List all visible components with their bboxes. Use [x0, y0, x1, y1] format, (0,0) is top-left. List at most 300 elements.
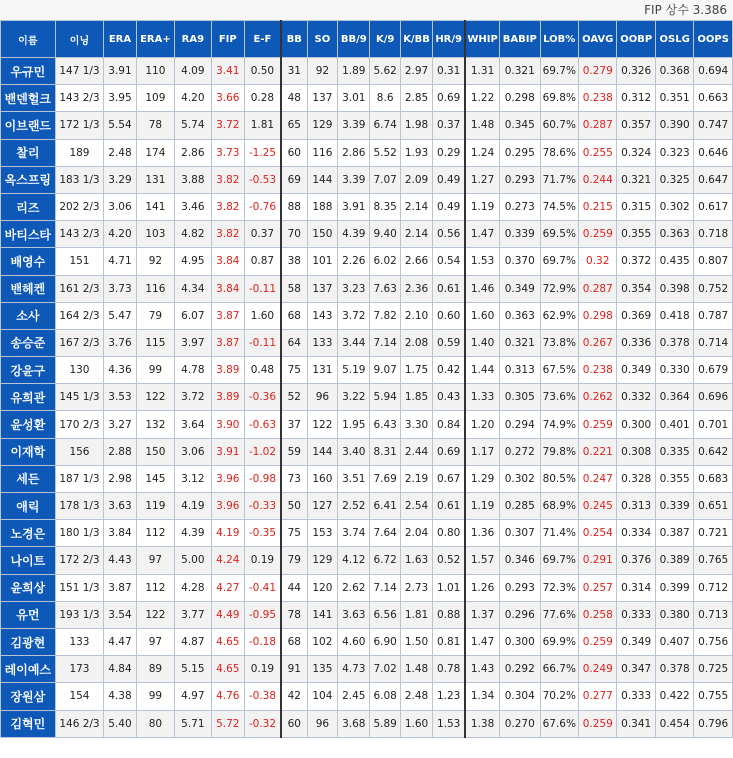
stat-cell: 3.72	[175, 384, 211, 411]
stat-cell: 4.19	[175, 493, 211, 520]
stat-cell: 1.29	[465, 465, 499, 492]
stat-cell: 69.9%	[540, 628, 578, 655]
stat-cell: 5.62	[370, 58, 400, 85]
stat-cell: 3.73	[104, 275, 136, 302]
stat-cell: 170 2/3	[55, 411, 104, 438]
stat-cell: 58	[281, 275, 307, 302]
stat-cell: 0.69	[433, 438, 465, 465]
stat-cell: 154	[55, 683, 104, 710]
stat-cell: 0.368	[655, 58, 693, 85]
stat-cell: 143 2/3	[55, 221, 104, 248]
stat-cell: 1.53	[433, 710, 465, 737]
table-row	[1, 493, 733, 520]
stat-cell: 3.06	[104, 193, 136, 220]
stat-cell: 9.07	[370, 357, 400, 384]
player-name-cell: 바티스타	[1, 221, 56, 248]
stat-cell: 133	[55, 628, 104, 655]
stat-cell: 193 1/3	[55, 601, 104, 628]
stat-cell: 0.305	[500, 384, 540, 411]
stat-cell: 4.19	[211, 520, 244, 547]
stat-cell: -1.25	[244, 139, 280, 166]
stat-cell: 0.245	[578, 493, 616, 520]
stat-cell: 145 1/3	[55, 384, 104, 411]
stat-cell: 91	[281, 656, 307, 683]
stat-cell: 0.304	[500, 683, 540, 710]
stat-cell: 0.647	[694, 166, 733, 193]
stat-cell: 2.14	[400, 221, 432, 248]
stat-cell: 0.323	[655, 139, 693, 166]
stat-cell: 0.351	[655, 85, 693, 112]
stat-cell: 0.257	[578, 574, 616, 601]
stat-cell: 167 2/3	[55, 329, 104, 356]
stat-cell: 75	[281, 520, 307, 547]
stat-cell: 0.355	[655, 465, 693, 492]
stat-cell: 67.6%	[540, 710, 578, 737]
table-row	[1, 656, 733, 683]
stat-cell: 0.357	[617, 112, 655, 139]
stat-cell: 1.85	[400, 384, 432, 411]
stat-cell: 0.307	[500, 520, 540, 547]
stat-cell: 0.273	[500, 193, 540, 220]
stat-cell: 79	[136, 302, 174, 329]
stat-cell: 150	[307, 221, 337, 248]
player-name-cell: 유희관	[1, 384, 56, 411]
stat-cell: 160	[307, 465, 337, 492]
stat-cell: 7.02	[370, 656, 400, 683]
stat-cell: 1.47	[465, 221, 499, 248]
stat-cell: 0.37	[244, 221, 280, 248]
player-name-cell: 강윤구	[1, 357, 56, 384]
stat-cell: 0.298	[500, 85, 540, 112]
stat-cell: 0.60	[433, 302, 465, 329]
stat-cell: 0.663	[694, 85, 733, 112]
stat-cell: 0.19	[244, 547, 280, 574]
stat-cell: 0.642	[694, 438, 733, 465]
table-row	[1, 58, 733, 85]
table-row	[1, 628, 733, 655]
stat-cell: -0.95	[244, 601, 280, 628]
stat-cell: 0.28	[244, 85, 280, 112]
stat-cell: 3.39	[338, 166, 370, 193]
stat-cell: 3.73	[211, 139, 244, 166]
stat-cell: 5.94	[370, 384, 400, 411]
player-name-cell: 옥스프링	[1, 166, 56, 193]
stat-cell: 0.56	[433, 221, 465, 248]
stat-cell: 50	[281, 493, 307, 520]
stat-cell: 78.6%	[540, 139, 578, 166]
fip-constant-label: FIP 상수 3.386	[0, 0, 733, 20]
stat-cell: 1.36	[465, 520, 499, 547]
stat-cell: 9.40	[370, 221, 400, 248]
stat-cell: -0.38	[244, 683, 280, 710]
column-header: OAVG	[578, 21, 616, 58]
stat-cell: 1.47	[465, 628, 499, 655]
stat-cell: 0.54	[433, 248, 465, 275]
stat-cell: 0.298	[578, 302, 616, 329]
stat-cell: 0.61	[433, 493, 465, 520]
player-name-cell: 배영수	[1, 248, 56, 275]
table-row	[1, 302, 733, 329]
stat-cell: 3.82	[211, 221, 244, 248]
column-header: ERA+	[136, 21, 174, 58]
stat-cell: 0.721	[694, 520, 733, 547]
stat-cell: 0.67	[433, 465, 465, 492]
stat-cell: 7.14	[370, 329, 400, 356]
player-name-cell: 김광현	[1, 628, 56, 655]
stat-cell: 180 1/3	[55, 520, 104, 547]
pitcher-stats-table	[0, 20, 733, 738]
stat-cell: 4.49	[211, 601, 244, 628]
column-header: E-F	[244, 21, 280, 58]
stat-cell: 0.88	[433, 601, 465, 628]
stat-cell: 0.296	[500, 601, 540, 628]
stat-cell: 0.390	[655, 112, 693, 139]
stat-cell: 3.89	[211, 357, 244, 384]
stat-cell: 183 1/3	[55, 166, 104, 193]
player-name-cell: 나이트	[1, 547, 56, 574]
table-row	[1, 112, 733, 139]
stat-cell: 8.35	[370, 193, 400, 220]
stat-cell: 161 2/3	[55, 275, 104, 302]
stat-cell: 60.7%	[540, 112, 578, 139]
stat-cell: 8.6	[370, 85, 400, 112]
stat-cell: -0.32	[244, 710, 280, 737]
stat-cell: 0.42	[433, 357, 465, 384]
column-header: RA9	[175, 21, 211, 58]
stat-cell: 5.00	[175, 547, 211, 574]
stat-cell: 0.349	[500, 275, 540, 302]
stat-cell: 4.39	[175, 520, 211, 547]
stat-cell: 4.71	[104, 248, 136, 275]
stat-cell: 0.334	[617, 520, 655, 547]
stat-cell: 0.328	[617, 465, 655, 492]
stat-cell: -1.02	[244, 438, 280, 465]
stat-cell: 0.330	[655, 357, 693, 384]
stat-cell: 5.74	[175, 112, 211, 139]
column-header: HR/9	[433, 21, 465, 58]
stat-cell: 0.302	[655, 193, 693, 220]
stat-cell: 74.5%	[540, 193, 578, 220]
stat-cell: 89	[136, 656, 174, 683]
stat-cell: 1.38	[465, 710, 499, 737]
stat-cell: 2.48	[400, 683, 432, 710]
stat-cell: 1.22	[465, 85, 499, 112]
stat-cell: 1.48	[465, 112, 499, 139]
stat-cell: 5.19	[338, 357, 370, 384]
stat-cell: 0.339	[500, 221, 540, 248]
stat-cell: 77.6%	[540, 601, 578, 628]
stat-cell: 3.77	[175, 601, 211, 628]
stat-cell: 1.20	[465, 411, 499, 438]
stat-cell: 69.7%	[540, 547, 578, 574]
stat-cell: 0.333	[617, 683, 655, 710]
stat-cell: 0.279	[578, 58, 616, 85]
stat-cell: 147 1/3	[55, 58, 104, 85]
stat-cell: 3.51	[338, 465, 370, 492]
stat-cell: 1.31	[465, 58, 499, 85]
stat-cell: 0.376	[617, 547, 655, 574]
stat-cell: 66.7%	[540, 656, 578, 683]
stat-cell: 4.76	[211, 683, 244, 710]
stat-cell: 62.9%	[540, 302, 578, 329]
stat-cell: 5.89	[370, 710, 400, 737]
column-header: 이름	[1, 21, 56, 58]
stat-cell: 0.369	[617, 302, 655, 329]
stat-cell: 0.765	[694, 547, 733, 574]
stat-cell: 37	[281, 411, 307, 438]
stat-cell: 38	[281, 248, 307, 275]
stat-cell: 0.683	[694, 465, 733, 492]
stat-cell: 112	[136, 574, 174, 601]
column-header: FIP	[211, 21, 244, 58]
stat-cell: 1.89	[338, 58, 370, 85]
stat-cell: 1.34	[465, 683, 499, 710]
stat-cell: -0.35	[244, 520, 280, 547]
stat-cell: 3.53	[104, 384, 136, 411]
stat-cell: 173	[55, 656, 104, 683]
stat-cell: 0.701	[694, 411, 733, 438]
stat-cell: 96	[307, 710, 337, 737]
player-name-cell: 유먼	[1, 601, 56, 628]
stat-cell: 1.60	[465, 302, 499, 329]
stat-cell: 6.90	[370, 628, 400, 655]
stat-cell: 0.272	[500, 438, 540, 465]
stat-cell: 4.39	[338, 221, 370, 248]
stat-cell: 0.378	[655, 329, 693, 356]
stat-cell: 0.718	[694, 221, 733, 248]
stat-cell: 0.295	[500, 139, 540, 166]
table-header-row	[1, 21, 733, 58]
stat-cell: 4.36	[104, 357, 136, 384]
stat-cell: 0.696	[694, 384, 733, 411]
stat-cell: 0.398	[655, 275, 693, 302]
stat-cell: 0.259	[578, 411, 616, 438]
stat-cell: 2.98	[104, 465, 136, 492]
table-row	[1, 139, 733, 166]
table-row	[1, 357, 733, 384]
stat-cell: 0.238	[578, 85, 616, 112]
stat-cell: 6.07	[175, 302, 211, 329]
player-name-cell: 이브랜드	[1, 112, 56, 139]
stat-cell: 1.60	[244, 302, 280, 329]
stat-cell: 6.08	[370, 683, 400, 710]
stat-cell: 4.87	[175, 628, 211, 655]
stat-cell: 0.363	[655, 221, 693, 248]
stat-cell: 71.7%	[540, 166, 578, 193]
stat-cell: 4.47	[104, 628, 136, 655]
player-name-cell: 장원삼	[1, 683, 56, 710]
player-name-cell: 송승준	[1, 329, 56, 356]
stat-cell: 130	[55, 357, 104, 384]
stat-cell: 0.215	[578, 193, 616, 220]
stat-cell: 0.378	[655, 656, 693, 683]
stat-cell: 0.238	[578, 357, 616, 384]
stat-cell: 0.387	[655, 520, 693, 547]
stat-cell: 115	[136, 329, 174, 356]
stat-cell: 3.95	[104, 85, 136, 112]
stat-cell: 1.27	[465, 166, 499, 193]
stat-cell: 0.287	[578, 275, 616, 302]
table-row	[1, 465, 733, 492]
stat-cell: 3.91	[211, 438, 244, 465]
stat-cell: 3.87	[211, 329, 244, 356]
stat-cell: 68	[281, 302, 307, 329]
stat-cell: 4.65	[211, 656, 244, 683]
stat-cell: 3.84	[104, 520, 136, 547]
stat-cell: 0.61	[433, 275, 465, 302]
player-name-cell: 밴덴헐크	[1, 85, 56, 112]
stat-cell: 3.76	[104, 329, 136, 356]
stat-cell: 5.40	[104, 710, 136, 737]
stat-cell: 187 1/3	[55, 465, 104, 492]
stat-cell: 102	[307, 628, 337, 655]
stat-cell: 7.82	[370, 302, 400, 329]
stat-cell: 137	[307, 275, 337, 302]
stat-cell: 3.74	[338, 520, 370, 547]
stat-cell: 0.29	[433, 139, 465, 166]
table-row	[1, 574, 733, 601]
stat-cell: 69	[281, 166, 307, 193]
stat-cell: 0.48	[244, 357, 280, 384]
stat-cell: 110	[136, 58, 174, 85]
stat-cell: 72.9%	[540, 275, 578, 302]
column-header: OSLG	[655, 21, 693, 58]
stat-cell: 0.255	[578, 139, 616, 166]
stat-cell: 0.308	[617, 438, 655, 465]
stat-cell: 1.24	[465, 139, 499, 166]
stat-cell: 0.679	[694, 357, 733, 384]
stat-cell: 164 2/3	[55, 302, 104, 329]
stat-cell: 1.43	[465, 656, 499, 683]
stat-cell: 6.56	[370, 601, 400, 628]
stat-cell: 0.78	[433, 656, 465, 683]
stat-cell: 0.787	[694, 302, 733, 329]
column-header: ERA	[104, 21, 136, 58]
stat-cell: 0.49	[433, 166, 465, 193]
table-row	[1, 384, 733, 411]
stat-cell: 143 2/3	[55, 85, 104, 112]
stat-cell: 0.435	[655, 248, 693, 275]
stat-cell: 172 1/3	[55, 112, 104, 139]
stat-cell: 1.93	[400, 139, 432, 166]
stat-cell: 1.95	[338, 411, 370, 438]
stat-cell: 3.91	[338, 193, 370, 220]
stat-cell: -0.33	[244, 493, 280, 520]
stat-cell: 0.321	[617, 166, 655, 193]
stat-cell: 2.52	[338, 493, 370, 520]
stat-cell: 8.31	[370, 438, 400, 465]
stat-cell: 0.31	[433, 58, 465, 85]
stat-cell: 153	[307, 520, 337, 547]
stat-cell: 68	[281, 628, 307, 655]
stat-cell: 74.9%	[540, 411, 578, 438]
column-header: K/9	[370, 21, 400, 58]
stat-cell: 3.91	[104, 58, 136, 85]
stat-cell: -0.76	[244, 193, 280, 220]
stat-cell: -0.98	[244, 465, 280, 492]
stat-cell: 0.81	[433, 628, 465, 655]
stat-cell: 7.64	[370, 520, 400, 547]
stat-cell: 0.300	[500, 628, 540, 655]
stat-cell: 0.254	[578, 520, 616, 547]
stat-cell: 3.63	[104, 493, 136, 520]
stat-cell: 4.09	[175, 58, 211, 85]
stat-cell: 0.80	[433, 520, 465, 547]
table-body	[1, 58, 733, 738]
stat-cell: 78	[136, 112, 174, 139]
player-name-cell: 김혁민	[1, 710, 56, 737]
stat-cell: 0.713	[694, 601, 733, 628]
stat-cell: 0.346	[500, 547, 540, 574]
stat-cell: 101	[307, 248, 337, 275]
stat-cell: 4.97	[175, 683, 211, 710]
player-name-cell: 찰리	[1, 139, 56, 166]
stat-cell: 0.292	[500, 656, 540, 683]
stat-cell: 150	[136, 438, 174, 465]
stat-cell: 97	[136, 628, 174, 655]
stat-cell: 0.617	[694, 193, 733, 220]
stat-cell: 0.372	[617, 248, 655, 275]
stat-cell: 122	[136, 601, 174, 628]
stat-cell: 120	[307, 574, 337, 601]
stat-cell: -0.63	[244, 411, 280, 438]
stat-cell: 4.27	[211, 574, 244, 601]
stat-cell: 0.422	[655, 683, 693, 710]
stat-cell: 69.7%	[540, 248, 578, 275]
stat-cell: 0.345	[500, 112, 540, 139]
stat-cell: 75	[281, 357, 307, 384]
stat-cell: 0.287	[578, 112, 616, 139]
table-row	[1, 85, 733, 112]
stat-cell: 3.64	[175, 411, 211, 438]
stat-cell: 4.20	[104, 221, 136, 248]
stat-cell: 3.87	[104, 574, 136, 601]
stat-cell: 3.66	[211, 85, 244, 112]
column-header: BB/9	[338, 21, 370, 58]
stat-cell: 2.73	[400, 574, 432, 601]
stat-cell: 60	[281, 710, 307, 737]
stat-cell: 0.339	[655, 493, 693, 520]
stat-cell: 3.82	[211, 193, 244, 220]
stat-cell: 146 2/3	[55, 710, 104, 737]
table-row	[1, 411, 733, 438]
stat-cell: 131	[136, 166, 174, 193]
stat-cell: 3.63	[338, 601, 370, 628]
stat-cell: 144	[307, 166, 337, 193]
stat-cell: 0.646	[694, 139, 733, 166]
stat-cell: 4.78	[175, 357, 211, 384]
stat-cell: 1.40	[465, 329, 499, 356]
column-header: SO	[307, 21, 337, 58]
stat-cell: 0.221	[578, 438, 616, 465]
stat-cell: 2.14	[400, 193, 432, 220]
stat-cell: 0.401	[655, 411, 693, 438]
stat-cell: 0.259	[578, 628, 616, 655]
player-name-cell: 우규민	[1, 58, 56, 85]
stat-cell: 0.370	[500, 248, 540, 275]
stat-cell: 0.752	[694, 275, 733, 302]
stat-cell: 0.244	[578, 166, 616, 193]
stat-cell: 60	[281, 139, 307, 166]
stat-cell: 116	[307, 139, 337, 166]
stat-cell: 31	[281, 58, 307, 85]
stat-cell: 3.72	[338, 302, 370, 329]
stat-cell: 0.247	[578, 465, 616, 492]
stat-cell: 4.65	[211, 628, 244, 655]
stat-cell: 112	[136, 520, 174, 547]
stat-cell: 0.407	[655, 628, 693, 655]
stat-cell: 0.347	[617, 656, 655, 683]
